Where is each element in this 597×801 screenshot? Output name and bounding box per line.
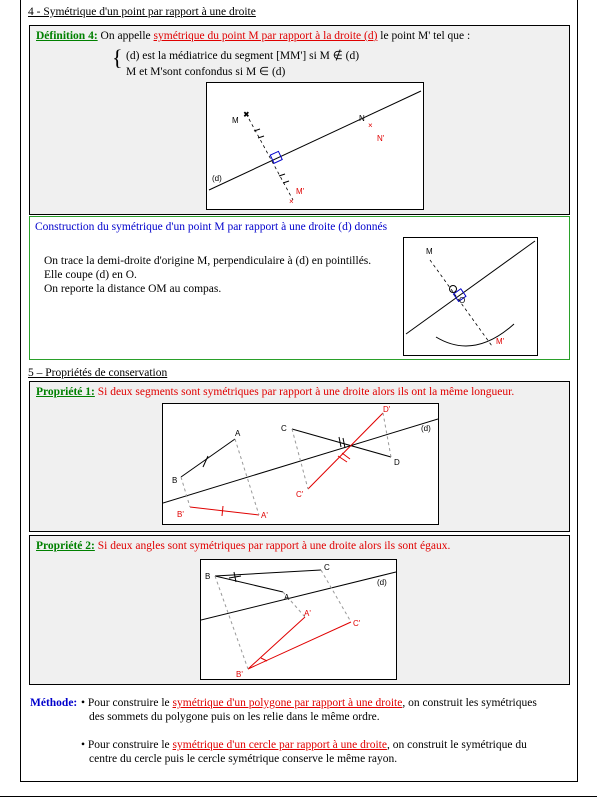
construction-step-2: Elle coupe (d) en O. <box>44 269 137 281</box>
methode-item-1-term: symétrique d'un polygone par rapport à une droite <box>172 697 403 709</box>
label-b: B <box>172 476 178 485</box>
propriete-2-figure <box>200 559 397 680</box>
construction-b <box>181 477 190 507</box>
definition-4-label: Définition 4: <box>36 30 98 42</box>
definition-4-text2: le point M' tel que : <box>380 30 471 42</box>
methode-item-2-post: , on construit le symétrique du <box>386 739 527 751</box>
tick-4 <box>283 181 289 183</box>
methode-item-2-term: symétrique d'un cercle par rapport à une droite <box>172 739 387 751</box>
propriete-1-text: Si deux segments sont symétriques par rapport à une droite alors ils ont la même longueur. <box>97 386 515 398</box>
propriete-2-line <box>36 540 450 552</box>
label-b-prime: B' <box>177 510 184 519</box>
construction-figure <box>403 237 538 356</box>
definition-4-svg <box>207 83 423 209</box>
cross-m-prime: × <box>289 197 294 206</box>
label-a-prime: A' <box>304 609 311 618</box>
ray-ba <box>215 576 283 592</box>
angle-mark-b-prime <box>261 658 267 661</box>
cross-m: × <box>244 110 249 119</box>
definition-4-figure <box>206 82 424 210</box>
definition-4-condition-2: M et M'sont confondus si M ∈ (d) <box>126 66 286 78</box>
segment-mm-prime <box>249 119 293 200</box>
page-bottom-rule <box>0 796 597 797</box>
label-d-prime: D' <box>383 405 391 414</box>
label-c: C <box>324 563 330 572</box>
segment-c-prime-d-prime <box>308 413 383 489</box>
label-m-prime: M' <box>296 187 305 196</box>
label-o: O <box>459 296 466 305</box>
construction-c <box>321 570 351 622</box>
section-4-heading: 4 - Symétrique d'un point par rapport à une droite <box>28 6 256 18</box>
label-n: N <box>359 114 365 123</box>
bullet-2: • <box>81 739 88 751</box>
label-a: A <box>235 429 241 438</box>
methode-item-2-pre: Pour construire le <box>87 739 170 751</box>
label-c: C <box>281 424 287 433</box>
label-b: B <box>205 572 211 581</box>
methode-item-1-pre: Pour construire le <box>87 697 170 709</box>
label-a-prime: A' <box>261 511 268 520</box>
label-c-prime: C' <box>296 490 304 499</box>
construction-step-3: On reporte la distance OM au compas. <box>44 283 222 295</box>
propriete-2-svg <box>201 560 396 679</box>
tick-3 <box>279 174 285 176</box>
methode-item-1 <box>81 697 537 709</box>
definition-4-line <box>36 30 470 42</box>
label-c-prime: C' <box>353 619 361 628</box>
cross-n: × <box>368 121 373 130</box>
propriete-1-figure <box>162 403 439 525</box>
methode-item-1-post: , on construit les symétriques <box>402 697 537 709</box>
segment-a-prime-b-prime <box>190 507 259 515</box>
methode-item-1-line-2: des sommets du polygone puis on les relie dans le même ordre. <box>89 711 380 723</box>
ray-b-prime-a-prime <box>248 617 305 669</box>
construction-svg <box>404 238 537 355</box>
methode-item-2-line-2: centre du cercle puis le cercle symétrique conserve le même rayon. <box>89 753 398 765</box>
tick-cd-prime-1 <box>338 456 347 462</box>
methode-item-2 <box>81 739 527 751</box>
construction-b <box>215 576 248 669</box>
definition-4-condition-1: (d) est la médiatrice du segment [MM'] si M ∉ (d) <box>126 50 360 62</box>
propriete-1-line <box>36 386 514 398</box>
construction-step-1: On trace la demi-droite d'origine M, perpendiculaire à (d) en pointillés. <box>44 255 372 267</box>
label-m: M <box>232 116 239 125</box>
label-n-prime: N' <box>377 134 385 143</box>
propriete-1-box <box>29 381 570 532</box>
ray-b-prime-c-prime <box>248 622 351 669</box>
propriete-1-svg <box>163 404 438 524</box>
segment-ab <box>181 439 235 477</box>
definition-4-term: symétrique du point M par rapport à la droite (d) <box>153 30 378 42</box>
definition-4-box <box>29 25 570 215</box>
ray-bc <box>215 570 321 576</box>
tick-a-prime-b-prime <box>222 506 223 516</box>
label-m-prime: M' <box>496 337 505 346</box>
line-d <box>209 91 421 190</box>
construction-box <box>29 216 570 360</box>
bullet-1: • <box>81 697 88 709</box>
label-m: M <box>426 247 433 256</box>
label-d-point: D <box>394 458 400 467</box>
construction-title: Construction du symétrique d'un point M par rapport à une droite (d) donnés <box>35 221 388 233</box>
propriete-1-label: Propriété 1: <box>36 386 95 398</box>
propriete-2-text: Si deux angles sont symétriques par rapport à une droite alors ils sont égaux. <box>97 540 451 552</box>
tick-cd-prime-2 <box>342 453 350 459</box>
methode-label: Méthode: <box>30 697 78 709</box>
definition-4-text1: On appelle <box>100 30 151 42</box>
label-a: A <box>284 593 290 602</box>
label-d-line: (d) <box>377 578 387 587</box>
label-d: (d) <box>212 174 222 183</box>
section-5-heading: 5 – Propriétés de conservation <box>28 367 168 379</box>
label-d-line: (d) <box>421 424 431 433</box>
propriete-2-label: Propriété 2: <box>36 540 95 552</box>
label-b-prime: B' <box>236 670 243 679</box>
propriete-2-box <box>29 535 570 685</box>
brace: { <box>112 45 123 70</box>
segment-cd <box>292 429 391 457</box>
